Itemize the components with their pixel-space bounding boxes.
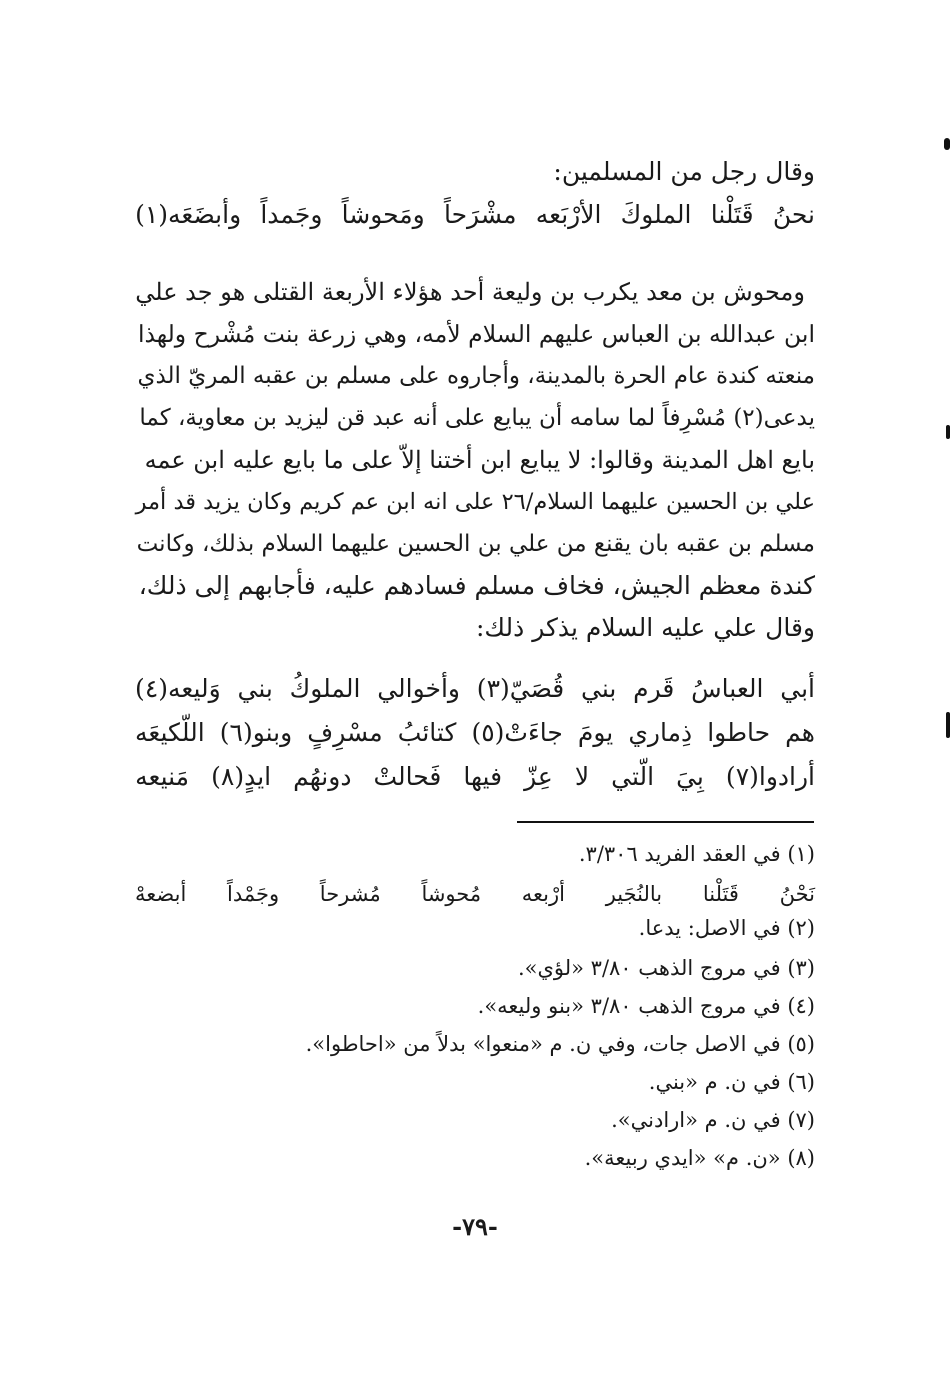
poem-word: وَليعه(٤) bbox=[135, 673, 221, 703]
footnote-verse-word: وجَمْداً bbox=[226, 882, 280, 906]
poem-word: بِيَ bbox=[676, 761, 704, 791]
poem-word: وأخوالي bbox=[377, 673, 461, 703]
poem-word: اللّكيعَه bbox=[135, 717, 205, 747]
poem-word: فَحالتْ bbox=[373, 761, 442, 791]
intro-line: وقال رجل من المسلمين: bbox=[553, 157, 815, 186]
poem-word: وبنو(٦) bbox=[219, 717, 293, 747]
poem-word: مسْرِفٍ bbox=[307, 717, 383, 747]
poem-word: يومَ bbox=[577, 717, 614, 747]
footnote-verse-word: نَحْنُ bbox=[779, 882, 815, 906]
footnote: (٧) في ن. م «ارادني». bbox=[611, 1108, 815, 1132]
footnote: (٨) «ن. م» «ايدي ربيعة». bbox=[584, 1146, 815, 1170]
page-number: -٧٩- bbox=[452, 1212, 498, 1241]
footnote: (٢) في الاصل: يدعا. bbox=[638, 916, 815, 940]
verse-word: وأبضَعَه(١) bbox=[135, 199, 242, 229]
poem-line bbox=[135, 712, 815, 752]
footnote: (٦) في ن. م «بني. bbox=[648, 1070, 815, 1094]
paragraph-line: يدعى(٢) مُسْرِفاً لما سامه أن يبايع على أنه عبد قن ليزيد بن معاوية، كما bbox=[139, 405, 815, 431]
poem-word: أبي bbox=[780, 673, 815, 703]
poem-word: هم bbox=[785, 717, 815, 747]
poem-word: بني bbox=[581, 673, 617, 703]
poem-word: عِزّ bbox=[524, 761, 553, 791]
poem-word: حاطوا bbox=[707, 717, 771, 747]
verse-word: الملوكَ bbox=[620, 199, 692, 229]
footnote: (١) في العقد الفريد ٣/٣٠٦. bbox=[578, 842, 815, 866]
poem-word: ذِماري bbox=[628, 717, 693, 747]
poem-word: بني bbox=[237, 673, 273, 703]
verse-word: الأرْبَعه bbox=[535, 199, 602, 229]
scan-mark bbox=[944, 138, 950, 150]
paragraph-line: ابن عبدالله بن العباس عليهم السلام لأمه، وهي زرعة بنت مُشْرح ولهذا bbox=[137, 320, 815, 348]
poem-word: مَنيعه bbox=[135, 761, 190, 791]
poem-word: كتائبُ bbox=[397, 717, 457, 747]
footnote-verse-word: قَتَلْنا bbox=[702, 882, 739, 906]
poem-word: الّتي bbox=[611, 761, 655, 791]
footnote-verse-word: أبضعهْ bbox=[135, 882, 187, 906]
verse-word: ومَحوشاً bbox=[341, 199, 425, 229]
footnote-verse-word: مُشرحاً bbox=[319, 882, 381, 906]
footnote-verse bbox=[135, 874, 815, 914]
poem-word: جاءَتْ(٥) bbox=[471, 717, 563, 747]
footnote-separator bbox=[517, 821, 814, 823]
poem-word: العباسُ bbox=[691, 673, 764, 703]
paragraph-line: مسلم بن عقبه بان يقنع من علي بن الحسين عليهما السلام بذلك، وكانت bbox=[136, 531, 815, 557]
footnote: (٥) في الاصل جات، وفي ن. م «منعوا» بدلاً من «احاطوا». bbox=[305, 1032, 815, 1056]
paragraph-line: بايع اهل المدينة وقالوا: لا يبايع ابن أختنا إلاّ على ما بايع عليه ابن عمه bbox=[144, 446, 815, 474]
scan-mark bbox=[946, 712, 950, 738]
poem-word: أرادوا(٧) bbox=[725, 761, 815, 791]
paragraph-line: ومحوش بن معد يكرب بن وليعة أحد هؤلاء الأربعة القتلى هو جد علي bbox=[135, 278, 805, 306]
paragraph-line: علي بن الحسين عليهما السلام/٢٦ على انه ابن عم كريم وكان يزيد قد أمر bbox=[135, 489, 815, 515]
verse-word: مشْرَحاً bbox=[443, 199, 517, 229]
poem-word: قُصَيّ(٣) bbox=[476, 673, 565, 703]
poem-word: قَرم bbox=[633, 673, 675, 703]
verse-word: قَتَلْنا bbox=[710, 199, 754, 229]
footnote-verse-word: أرْبعه bbox=[521, 882, 565, 906]
scan-mark bbox=[946, 425, 950, 439]
paragraph-line: كندة معظم الجيش، فخاف مسلم فسادهم عليه، فأجابهم إلى ذلك، bbox=[138, 571, 815, 600]
footnote-verse-word: مُحوشاً bbox=[421, 882, 482, 906]
poem-word: الملوكُ bbox=[289, 673, 361, 703]
poem-word: فيها bbox=[463, 761, 503, 791]
poem-line bbox=[135, 756, 815, 796]
poem-word: ايدٍ(٨) bbox=[211, 761, 272, 791]
poem-word: لا bbox=[574, 761, 590, 791]
verse-word: وجَمداً bbox=[260, 199, 323, 229]
footnote: (٤) في مروج الذهب ٣/٨٠ «بنو وليعه». bbox=[477, 994, 815, 1018]
poem-line bbox=[135, 668, 815, 708]
verse-line bbox=[135, 194, 815, 234]
footnote-verse-word: بالنُجَير bbox=[605, 882, 663, 906]
paragraph-line: وقال علي عليه السلام يذكر ذلك: bbox=[476, 613, 815, 642]
footnote: (٣) في مروج الذهب ٣/٨٠ «لؤي». bbox=[517, 956, 815, 980]
paragraph-line: منعته كندة عام الحرة بالمدينة، وأجاروه على مسلم بن عقبه المريّ الذي bbox=[137, 363, 815, 389]
verse-word: نحنُ bbox=[772, 199, 815, 229]
poem-word: دونهُم bbox=[293, 761, 352, 791]
